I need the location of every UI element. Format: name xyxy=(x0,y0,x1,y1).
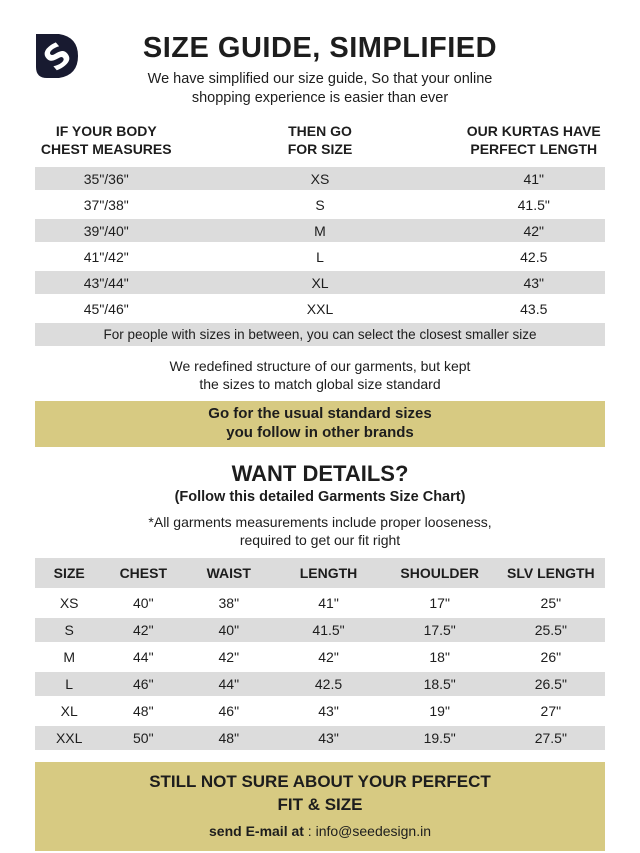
cell-shoulder: 19.5" xyxy=(423,729,456,746)
cell-length: 42.5 xyxy=(520,248,548,265)
garments-table-row xyxy=(35,645,605,669)
cell-shoulder: 18" xyxy=(429,648,450,665)
standard-sizes-line1: Go for the usual standard sizes xyxy=(208,404,432,422)
contact-line2: FIT & SIZE xyxy=(277,794,363,814)
cell-size: XS xyxy=(310,170,330,187)
cell-size: XL xyxy=(60,702,78,719)
cell-size: XL xyxy=(311,274,329,291)
cell-size: M xyxy=(63,648,76,665)
standard-sizes-banner xyxy=(35,401,605,447)
cell-chest: 46" xyxy=(133,675,154,692)
want-details-subtitle: (Follow this detailed Garments Size Chart) xyxy=(174,488,466,505)
size-table-row xyxy=(35,271,605,294)
garments-table-row xyxy=(35,591,605,615)
header-chest-measures: IF YOUR BODY CHEST MEASURES xyxy=(40,123,172,157)
email-label: send E-mail at xyxy=(209,822,304,839)
header-size: SIZE xyxy=(53,564,85,581)
header-shoulder: SHOULDER xyxy=(400,564,479,581)
cell-shoulder: 18.5" xyxy=(423,675,456,692)
cell-slv-length: 26" xyxy=(540,648,562,665)
cell-length: 43" xyxy=(318,702,339,719)
size-conversion-table xyxy=(35,123,605,320)
contact-banner xyxy=(35,762,605,851)
cell-slv-length: 26.5" xyxy=(534,675,567,692)
cell-chest: 44" xyxy=(133,648,154,665)
redefined-structure-text xyxy=(0,357,640,393)
header-kurta-length: OUR KURTAS HAVE PERFECT LENGTH xyxy=(466,123,601,157)
cell-chest: 50" xyxy=(133,729,154,746)
size-table-row xyxy=(35,245,605,268)
size-table-row xyxy=(35,193,605,216)
cell-slv-length: 25.5" xyxy=(534,621,567,638)
email-address: info@seedesign.in xyxy=(315,822,431,839)
cell-length: 41" xyxy=(523,170,545,187)
cell-shoulder: 19" xyxy=(429,702,450,719)
cell-waist: 38" xyxy=(218,594,240,611)
header-length: LENGTH xyxy=(299,564,358,581)
looseness-note-line1: *All garments measurements include proper looseness, xyxy=(148,513,492,530)
cell-size: S xyxy=(315,196,325,213)
cell-slv-length: 27" xyxy=(540,702,562,719)
brand-logo-icon xyxy=(35,33,79,79)
cell-size: XS xyxy=(59,594,79,611)
cell-chest: 37"/38" xyxy=(83,196,129,213)
garments-size-table xyxy=(35,558,605,750)
svg-text:S: S xyxy=(35,33,79,79)
cell-slv-length: 27.5" xyxy=(534,729,567,746)
cell-size: L xyxy=(65,675,74,692)
garments-table-row xyxy=(35,699,605,723)
cell-waist: 42" xyxy=(218,648,240,665)
cell-waist: 44" xyxy=(218,675,240,692)
garments-table-header-row xyxy=(35,558,605,588)
header-then-go-size: THEN GO FOR SIZE xyxy=(287,123,353,157)
garments-table-row xyxy=(35,618,605,642)
looseness-note-line2: required to get our fit right xyxy=(239,531,401,548)
cell-slv-length: 25" xyxy=(540,594,562,611)
cell-chest: 48" xyxy=(133,702,154,719)
header-chest: CHEST xyxy=(119,564,168,581)
cell-length: 41.5" xyxy=(312,621,345,638)
cell-size: S xyxy=(64,621,74,638)
page-subtitle xyxy=(0,70,640,108)
cell-length: 41" xyxy=(318,594,339,611)
in-between-sizes-note: For people with sizes in between, you can select the closest smaller size xyxy=(35,323,605,346)
redefined-line1: We redefined structure of our garments, but kept xyxy=(169,358,471,375)
size-table-row xyxy=(35,219,605,242)
email-line xyxy=(35,823,605,839)
cell-chest: 35"/36" xyxy=(83,170,129,187)
want-details-title: WANT DETAILS? xyxy=(231,460,409,486)
redefined-line2: the sizes to match global size standard xyxy=(199,376,441,393)
cell-chest: 40" xyxy=(133,594,154,611)
cell-length: 43.5 xyxy=(520,300,548,317)
standard-sizes-line2: you follow in other brands xyxy=(226,424,414,442)
cell-length: 42" xyxy=(523,222,545,239)
cell-size: L xyxy=(316,248,324,265)
cell-length: 43" xyxy=(318,729,339,746)
size-table-row xyxy=(35,297,605,320)
cell-length: 43" xyxy=(523,274,545,291)
garments-table-row xyxy=(35,672,605,696)
cell-length: 42" xyxy=(318,648,339,665)
email-separator: : xyxy=(303,822,316,839)
cell-waist: 46" xyxy=(218,702,240,719)
cell-shoulder: 17" xyxy=(429,594,450,611)
cell-chest: 39"/40" xyxy=(83,222,129,239)
cell-chest: 42" xyxy=(133,621,154,638)
cell-size: XXL xyxy=(306,300,334,317)
page-subtitle-line1: We have simplified our size guide, So that your online xyxy=(147,70,493,87)
contact-line1: STILL NOT SURE ABOUT YOUR PERFECT xyxy=(149,771,491,791)
cell-length: 42.5 xyxy=(314,675,343,692)
cell-size: M xyxy=(314,222,326,239)
cell-chest: 43"/44" xyxy=(83,274,129,291)
cell-length: 41.5" xyxy=(517,196,550,213)
size-table-header-row xyxy=(35,123,605,158)
cell-chest: 41"/42" xyxy=(83,248,129,265)
garments-table-row xyxy=(35,726,605,750)
looseness-note xyxy=(0,513,640,549)
header-waist: WAIST xyxy=(206,564,251,581)
cell-shoulder: 17.5" xyxy=(423,621,456,638)
header-slv-length: SLV LENGTH xyxy=(507,564,595,581)
cell-waist: 48" xyxy=(218,729,240,746)
page-title: SIZE GUIDE, SIMPLIFIED xyxy=(142,32,498,64)
cell-size: XXL xyxy=(55,729,83,746)
cell-waist: 40" xyxy=(218,621,240,638)
cell-chest: 45"/46" xyxy=(83,300,129,317)
size-table-row xyxy=(35,167,605,190)
page-subtitle-line2: shopping experience is easier than ever xyxy=(191,90,449,107)
